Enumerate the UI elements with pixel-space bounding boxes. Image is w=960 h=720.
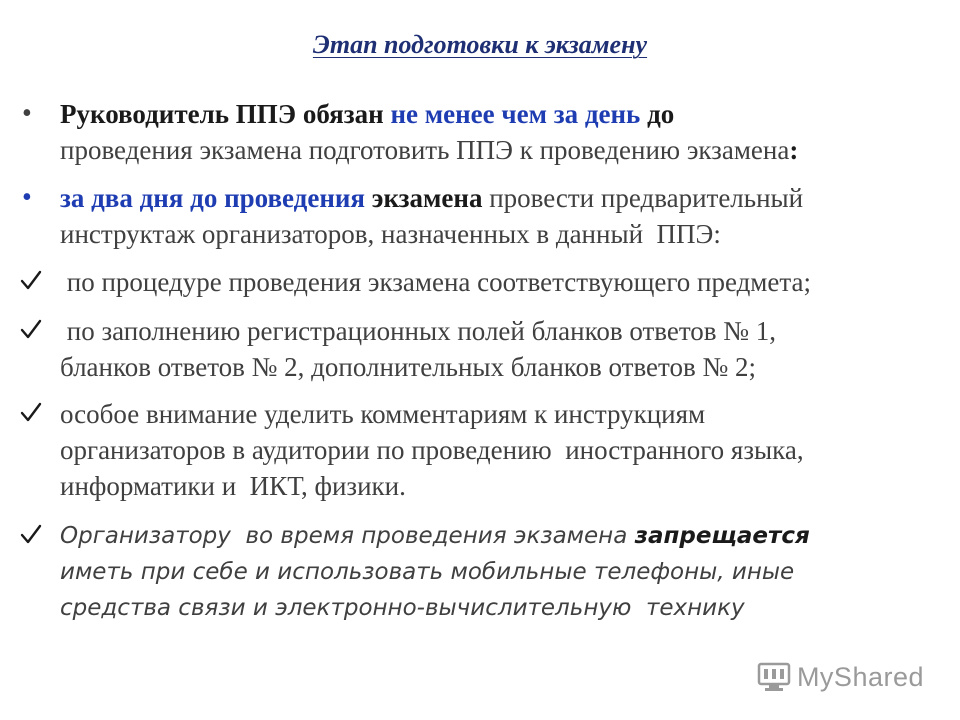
item-colon: : (789, 135, 799, 165)
bullet-marker: • (22, 182, 32, 213)
slide-title: Этап подготовки к экзамену (312, 30, 648, 59)
item-text-line: по процедуре проведения экзамена соответствующего предмета; (60, 267, 811, 297)
item-text-part: экзамена (371, 183, 483, 213)
item-text-part: Руководитель ППЭ обязан (60, 99, 391, 129)
checkmark-icon (20, 269, 42, 291)
item-text-line: особое внимание уделить комментариям к инструкциям (60, 399, 706, 429)
checkmark-icon (20, 523, 42, 545)
myshared-logo (757, 660, 924, 694)
item-text (60, 96, 950, 168)
logo-text: MyShared (796, 661, 924, 692)
item-text-part: провести предварительный (482, 183, 804, 213)
item-highlight: не менее чем за день (390, 99, 641, 129)
item-text (60, 313, 950, 385)
item-text-line: информатики и ИКТ, физики. (60, 471, 406, 501)
item-highlight: за два дня до проведения (60, 183, 372, 213)
checkmark-icon (20, 401, 42, 423)
item-text-part: до (640, 99, 675, 129)
item-text-line: по заполнению регистрационных полей бланков ответов № 1, (60, 316, 777, 346)
checkmark-icon (20, 318, 42, 340)
item-text (60, 180, 950, 252)
item-text-line: проведения экзамена подготовить ППЭ к проведению экзамена (60, 135, 790, 165)
item-text (60, 518, 950, 626)
item-highlight: запрещается (634, 523, 810, 549)
item-text (60, 264, 950, 300)
item-text-line: организаторов в аудитории по проведению иностранного языка, (60, 435, 804, 465)
item-text-line: средства связи и электронно-вычислительную технику (60, 595, 745, 621)
item-text-line: иметь при себе и использовать мобильные телефоны, иные (60, 559, 795, 585)
item-text-part: Организатору во время проведения экзамена (60, 523, 635, 549)
item-text-line: инструктаж организаторов, назначенных в данный ППЭ: (60, 219, 721, 249)
item-text (60, 396, 950, 504)
computer-monitor-icon (757, 661, 791, 693)
item-text-line: бланков ответов № 2, дополнительных бланков ответов № 2; (60, 352, 756, 382)
bullet-marker: • (22, 98, 32, 129)
